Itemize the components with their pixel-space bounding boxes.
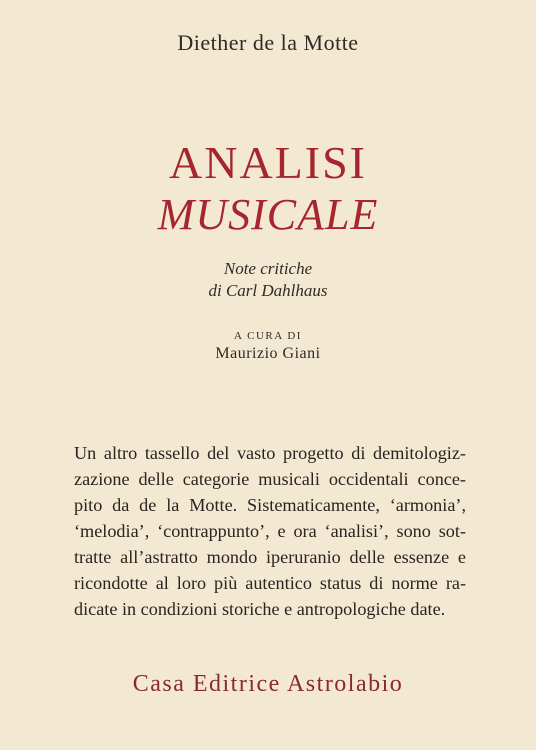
notes-line-1: Note critiche — [223, 259, 313, 278]
title-line-1: ANALISI — [169, 137, 367, 188]
blurb-line: pito da de la Motte. Sistematicamente, ‘armonia’, — [74, 495, 466, 515]
title-line-2: MUSICALE — [157, 190, 379, 239]
notes-line-2: di Carl Dahlhaus — [208, 281, 328, 300]
curator-label: A CURA DI — [234, 330, 302, 342]
blurb-line: tratte all’astratto mondo iperuranio delle essenze e — [74, 547, 466, 567]
blurb-line: zazione delle categorie musicali occidentali conce- — [74, 469, 466, 489]
publisher-name: Casa Editrice Astrolabio — [132, 671, 404, 697]
curator-name: Maurizio Giani — [215, 345, 321, 362]
blurb-line: ricondotte al loro più autentico status di norme ra- — [74, 573, 466, 593]
blurb-line: ‘melodia’, ‘contrappunto’, e ora ‘analisi’, sono sot- — [74, 521, 466, 541]
blurb-line: Un altro tassello del vasto progetto di demitologiz- — [74, 443, 466, 463]
author-name: Diether de la Motte — [177, 30, 359, 55]
blurb-text — [74, 440, 466, 622]
blurb-line: dicate in condizioni storiche e antropologiche date. — [74, 599, 446, 619]
notes-credit — [0, 258, 536, 302]
